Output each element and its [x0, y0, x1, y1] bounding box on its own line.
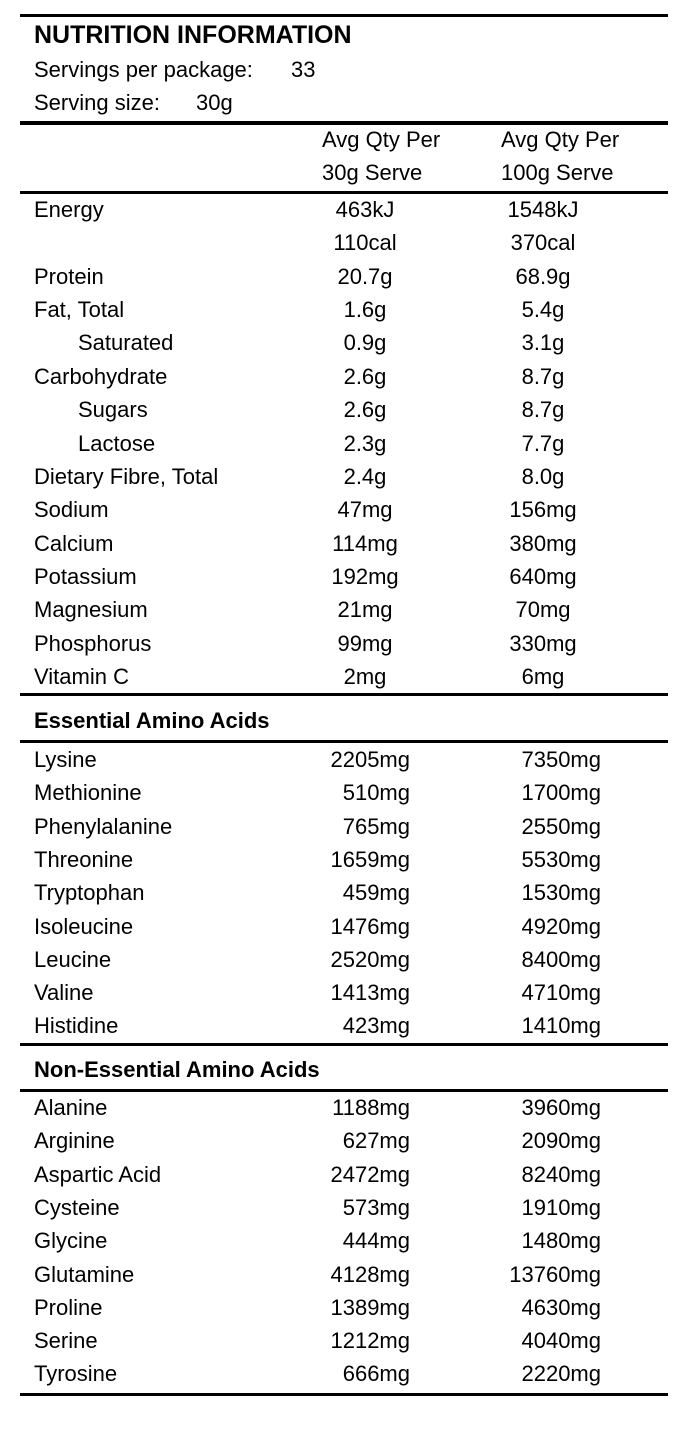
- per-100g-value: 1548kJ: [507, 197, 579, 222]
- amino-acid-name: Threonine: [34, 846, 134, 872]
- per-100g-value: 4710mg: [521, 980, 601, 1006]
- per-serve-value: 1188mg: [332, 1095, 410, 1120]
- per-serve-value: 573mg: [342, 1194, 410, 1220]
- per-100g-value: 8240mg: [521, 1161, 601, 1187]
- amino-acid-name: Valine: [34, 980, 94, 1006]
- serving-size-value: 30g: [196, 90, 233, 115]
- divider: [20, 1393, 668, 1396]
- servings-per-package-value: 33: [291, 57, 316, 82]
- per-100g-value: 5530mg: [521, 846, 601, 872]
- per-100g-value: 8400mg: [521, 946, 601, 972]
- divider: [20, 693, 668, 696]
- per-serve-value: 1.6g: [343, 297, 387, 323]
- servings-per-package-label: Servings per package:: [34, 57, 253, 82]
- per-100g-value: 5.4g: [521, 297, 565, 323]
- essential-amino-acids-title: Essential Amino Acids: [34, 708, 270, 733]
- nutrient-name: Potassium: [34, 563, 137, 589]
- per-100g-value: 13760mg: [509, 1261, 601, 1287]
- amino-acid-name: Histidine: [34, 1013, 119, 1039]
- amino-acid-name: Proline: [34, 1294, 103, 1320]
- per-serve-value: 765mg: [342, 813, 410, 839]
- divider: [20, 191, 668, 194]
- per-100g-value: 4920mg: [521, 913, 601, 939]
- per-100g-value: 3.1g: [521, 330, 565, 356]
- amino-acid-name: Isoleucine: [34, 913, 134, 939]
- nutrient-name: Calcium: [34, 530, 114, 556]
- per-100g-value: 3960mg: [521, 1095, 601, 1120]
- divider: [20, 1043, 668, 1046]
- column-header-per-100g: Avg Qty Per: [501, 127, 620, 152]
- divider: [20, 740, 668, 743]
- per-serve-value: 2.6g: [343, 363, 387, 389]
- nutrient-name: Protein: [34, 263, 104, 289]
- amino-acid-name: Methionine: [34, 780, 142, 806]
- divider: [20, 121, 668, 125]
- per-100g-value: 380mg: [509, 530, 577, 556]
- per-100g-value: 2220mg: [521, 1361, 601, 1387]
- amino-acid-name: Tyrosine: [34, 1361, 118, 1387]
- nutrient-name: Sodium: [34, 497, 109, 523]
- per-100g-value: 1410mg: [521, 1013, 601, 1039]
- per-serve-value: 510mg: [342, 780, 410, 806]
- amino-acid-name: Glutamine: [34, 1261, 135, 1287]
- amino-acid-name: Serine: [34, 1328, 98, 1354]
- per-100g-value: 2550mg: [521, 813, 601, 839]
- per-serve-value: 47mg: [337, 497, 393, 523]
- per-serve-value: 2.3g: [343, 430, 387, 456]
- nutrient-name: Dietary Fibre, Total: [34, 463, 219, 489]
- per-serve-value: 423mg: [342, 1013, 410, 1039]
- amino-acid-name: Tryptophan: [34, 880, 145, 906]
- per-100g-value: 370cal: [510, 230, 576, 256]
- nutrient-name: Fat, Total: [34, 297, 125, 323]
- per-serve-value: 192mg: [331, 563, 399, 589]
- amino-acid-name: Cysteine: [34, 1194, 120, 1220]
- per-serve-value: 2472mg: [330, 1161, 410, 1187]
- panel-title: NUTRITION INFORMATION: [34, 21, 352, 49]
- per-100g-value: 1910mg: [521, 1194, 601, 1220]
- per-serve-value: 2.4g: [343, 463, 387, 489]
- per-serve-value: 0.9g: [343, 330, 387, 356]
- non-essential-amino-acids-title: Non-Essential Amino Acids: [34, 1057, 320, 1082]
- amino-acid-name: Glycine: [34, 1228, 108, 1254]
- per-100g-value: 1480mg: [521, 1228, 601, 1254]
- per-serve-value: 2mg: [343, 664, 387, 690]
- per-100g-value: 156mg: [509, 497, 577, 523]
- nutrient-name: Sugars: [78, 397, 148, 423]
- per-serve-value: 1212mg: [330, 1328, 410, 1354]
- per-serve-value: 2205mg: [330, 747, 410, 772]
- nutrient-name: Lactose: [78, 430, 156, 456]
- per-100g-value: 4630mg: [521, 1294, 601, 1320]
- per-serve-value: 1476mg: [330, 913, 410, 939]
- amino-acid-name: Aspartic Acid: [34, 1161, 162, 1187]
- per-100g-value: 1700mg: [521, 780, 601, 806]
- per-100g-value: 8.0g: [521, 463, 565, 489]
- per-100g-value: 330mg: [509, 630, 577, 656]
- nutrient-name: Vitamin C: [34, 664, 129, 690]
- per-100g-value: 1530mg: [521, 880, 601, 906]
- per-100g-value: 7350mg: [521, 747, 601, 772]
- per-serve-value: 1413mg: [330, 980, 410, 1006]
- column-header-per-serve: 30g Serve: [322, 160, 423, 185]
- per-100g-value: 68.9g: [515, 263, 571, 289]
- per-serve-value: 463kJ: [335, 197, 395, 222]
- per-100g-value: 4040mg: [521, 1328, 601, 1354]
- per-100g-value: 640mg: [509, 563, 577, 589]
- per-serve-value: 20.7g: [337, 263, 393, 289]
- per-serve-value: 1659mg: [330, 846, 410, 872]
- divider: [20, 14, 668, 17]
- per-serve-value: 627mg: [342, 1128, 410, 1154]
- per-100g-value: 6mg: [521, 664, 565, 690]
- nutrient-name: Carbohydrate: [34, 363, 168, 389]
- column-header-per-serve: Avg Qty Per: [322, 127, 441, 152]
- column-header-per-100g: 100g Serve: [501, 160, 614, 185]
- per-serve-value: 2520mg: [330, 946, 410, 972]
- nutrient-name: Phosphorus: [34, 630, 152, 656]
- per-serve-value: 110cal: [333, 230, 397, 256]
- amino-acid-name: Alanine: [34, 1095, 108, 1120]
- per-serve-value: 4128mg: [330, 1261, 410, 1287]
- per-serve-value: 444mg: [342, 1228, 410, 1254]
- nutrient-name: Saturated: [78, 330, 174, 356]
- amino-acid-name: Lysine: [34, 747, 97, 772]
- per-serve-value: 21mg: [337, 597, 393, 623]
- per-100g-value: 70mg: [515, 597, 571, 623]
- amino-acid-name: Arginine: [34, 1128, 115, 1154]
- per-100g-value: 8.7g: [521, 397, 565, 423]
- per-100g-value: 8.7g: [521, 363, 565, 389]
- amino-acid-name: Leucine: [34, 946, 112, 972]
- per-serve-value: 1389mg: [330, 1294, 410, 1320]
- per-serve-value: 666mg: [342, 1361, 410, 1387]
- per-serve-value: 2.6g: [343, 397, 387, 423]
- divider: [20, 1089, 668, 1092]
- per-100g-value: 7.7g: [521, 430, 565, 456]
- nutrient-name: Magnesium: [34, 597, 148, 623]
- per-100g-value: 2090mg: [521, 1128, 601, 1154]
- per-serve-value: 459mg: [342, 880, 410, 906]
- nutrient-name: Energy: [34, 197, 104, 222]
- amino-acid-name: Phenylalanine: [34, 813, 173, 839]
- per-serve-value: 114mg: [332, 530, 398, 556]
- per-serve-value: 99mg: [337, 630, 393, 656]
- serving-size-label: Serving size:: [34, 90, 160, 115]
